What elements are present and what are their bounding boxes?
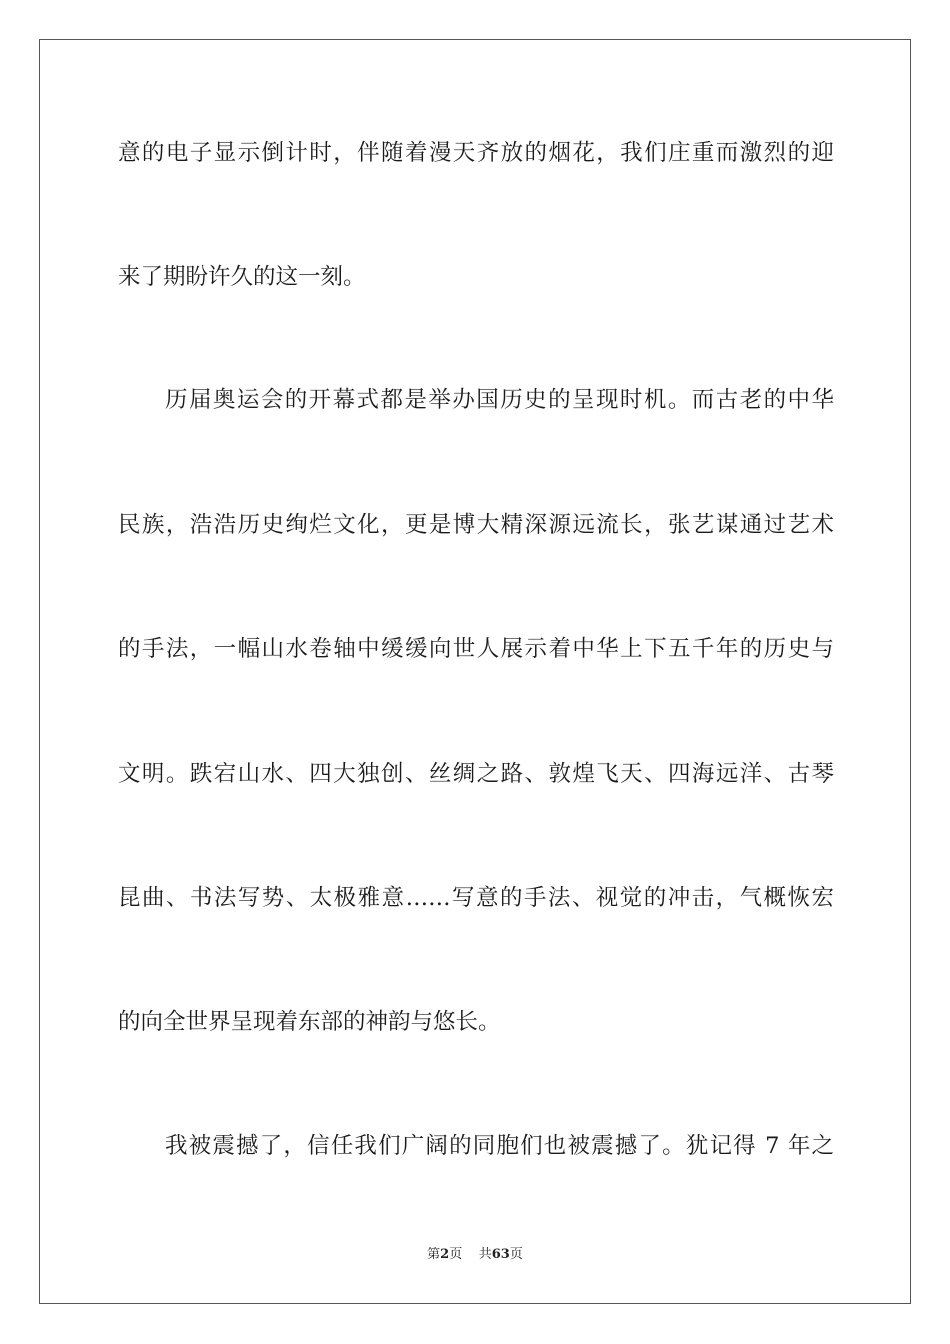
text-line-7: 昆曲、书法写势、太极雅意……写意的手法、视觉的冲击，气概恢宏 [118,885,834,911]
text-line-8: 的向全世界呈现着东部的神韵与悠长。 [118,1009,501,1035]
text-line-5: 的手法，一幅山水卷轴中缓缓向世人展示着中华上下五千年的历史与 [118,636,834,662]
text-line-2: 来了期盼许久的这一刻。 [118,264,366,290]
page-prefix: 第 [427,1247,441,1262]
total-page-number: 63 [491,1247,510,1262]
paragraph-start-line-9: 我被震撼了，信任我们广阔的同胞们也被震撼了。犹记得 7 年之 [165,1133,834,1159]
page-suffix: 页 [449,1247,463,1262]
page-border [39,39,911,1304]
current-page-number: 2 [440,1247,450,1262]
text-line-1: 意的电子显示倒计时，伴随着漫天齐放的烟花，我们庄重而激烈的迎 [118,140,834,166]
text-line-6: 文明。跌宕山水、四大独创、丝绸之路、敦煌飞天、四海远洋、古琴 [118,761,834,787]
total-suffix: 页 [509,1247,523,1262]
total-prefix: 共 [478,1247,492,1262]
text-line-4: 民族，浩浩历史绚烂文化，更是博大精深源远流长，张艺谋通过艺术 [118,512,834,538]
paragraph-start-line-3: 历届奥运会的开幕式都是举办国历史的呈现时机。而古老的中华 [165,387,834,413]
page-footer [0,1246,950,1264]
